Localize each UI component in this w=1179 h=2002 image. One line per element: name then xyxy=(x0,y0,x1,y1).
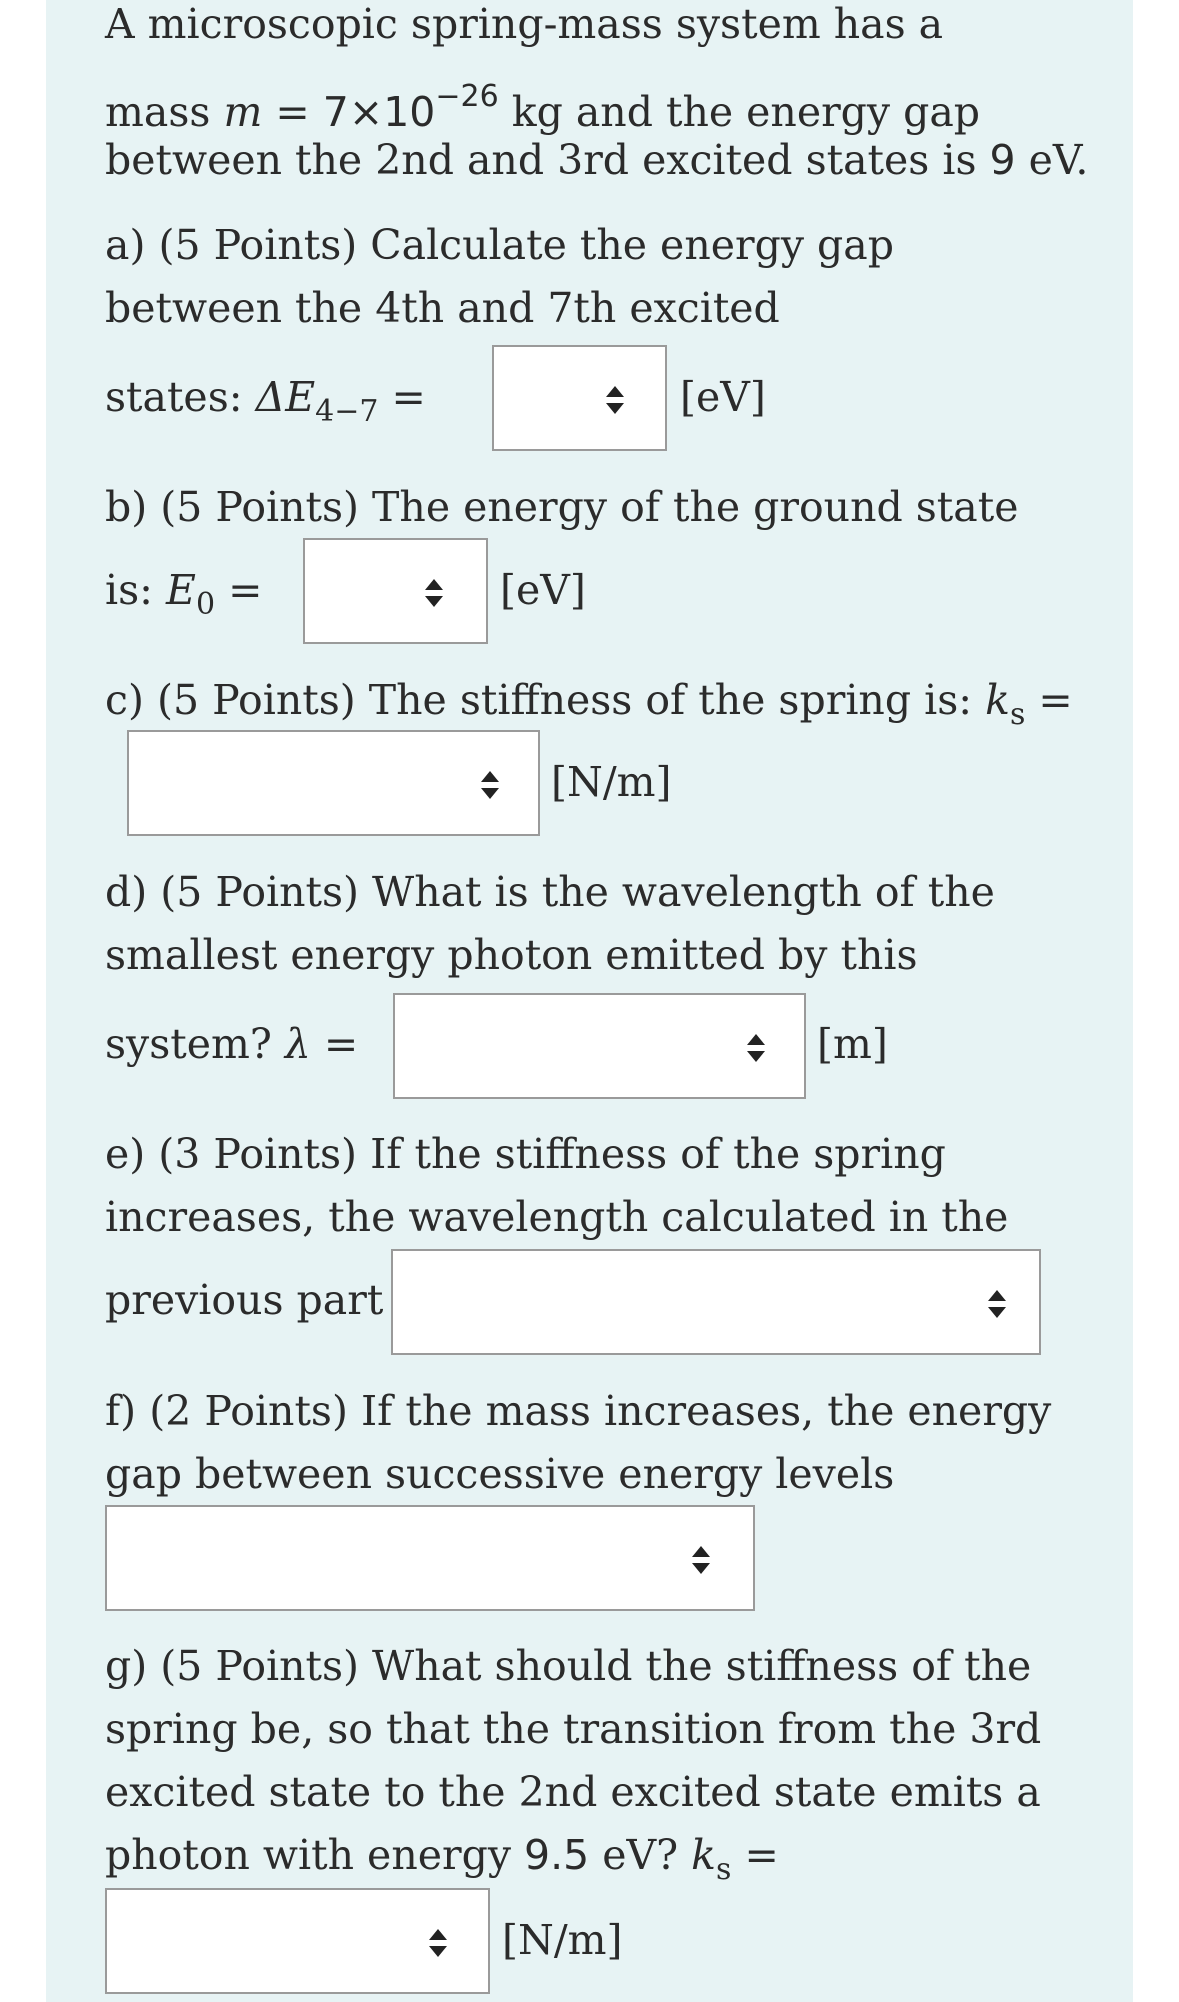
part-f-line-1 xyxy=(105,1379,1051,1443)
intro-text-1: A microscopic spring-mass system has a xyxy=(105,0,944,48)
part-a-prefix: states: xyxy=(105,373,256,421)
select-arrows-icon xyxy=(604,382,626,418)
part-a-line-2 xyxy=(105,276,780,340)
part-g-unit-text: eV? xyxy=(589,1831,692,1879)
part-a-line-1 xyxy=(105,213,894,277)
part-d-line-1 xyxy=(105,860,995,924)
select-arrows-icon xyxy=(427,1925,449,1961)
part-a-unit: [eV] xyxy=(680,373,766,421)
intro-text-2: kg and the energy gap xyxy=(498,88,981,136)
select-arrows-icon xyxy=(479,767,501,803)
mass-variable: m xyxy=(223,88,263,136)
equals-sign: = xyxy=(731,1831,779,1879)
part-f-line-2 xyxy=(105,1442,894,1506)
part-e-text-1: e) (3 Points) If the stiffness of the spring xyxy=(105,1130,946,1178)
part-c-answer-select[interactable] xyxy=(127,730,540,836)
energy-gap-value: 9 xyxy=(989,136,1016,184)
part-g-text-4: photon with energy xyxy=(105,1831,525,1879)
k-subscript: s xyxy=(1009,697,1026,732)
part-d-prefix: system? xyxy=(105,1020,285,1068)
part-c-unit: [N/m] xyxy=(551,758,672,806)
part-g-line-2 xyxy=(105,1697,1041,1761)
equals-sign: = xyxy=(310,1020,359,1068)
part-e-text-2: increases, the wavelength calculated in the xyxy=(105,1193,1009,1241)
part-g-unit: [N/m] xyxy=(502,1916,623,1964)
delta-e-variable: ΔE xyxy=(255,373,316,421)
part-g-text-1: g) (5 Points) What should the stiffness of the xyxy=(105,1642,1032,1690)
equals-sign: = xyxy=(215,566,263,614)
equals-sign: = xyxy=(378,373,426,421)
part-g-line-1 xyxy=(105,1634,1031,1698)
select-arrows-icon xyxy=(986,1286,1008,1322)
part-a-text-1: a) (5 Points) Calculate the energy gap xyxy=(105,221,894,269)
part-c-text-1: c) (5 Points) The stiffness of the spring is: xyxy=(105,676,986,724)
mass-coefficient: 7×10 xyxy=(322,88,436,136)
k-subscript: s xyxy=(716,1852,732,1887)
intro-line-1 xyxy=(105,0,943,56)
part-g-answer-select[interactable] xyxy=(105,1888,490,1994)
delta-e-subscript: 4−7 xyxy=(315,394,379,429)
part-e-line-2 xyxy=(105,1185,1008,1249)
lambda-variable: λ xyxy=(284,1020,311,1068)
part-g-line-3 xyxy=(105,1760,1041,1824)
mass-exponent: −26 xyxy=(435,79,499,114)
part-b-prefix: is: xyxy=(105,566,166,614)
intro-unit: eV. xyxy=(1015,136,1089,184)
part-f-text-2: gap between successive energy levels xyxy=(105,1450,895,1498)
select-arrows-icon xyxy=(423,575,445,611)
part-d-line-3 xyxy=(105,1012,358,1076)
part-g-text-3: excited state to the 2nd excited state emits a xyxy=(105,1768,1041,1816)
part-e-line-1 xyxy=(105,1122,946,1186)
intro-mass-label: mass xyxy=(105,88,224,136)
e-subscript: 0 xyxy=(195,587,216,622)
part-d-text-1: d) (5 Points) What is the wavelength of the xyxy=(105,868,995,916)
select-arrows-icon xyxy=(745,1030,767,1066)
part-b-line-1 xyxy=(105,475,1018,539)
part-d-line-2 xyxy=(105,923,918,987)
part-e-line-3 xyxy=(105,1268,383,1332)
select-arrows-icon xyxy=(690,1542,712,1578)
part-f-text-1: f) (2 Points) If the mass increases, the energy xyxy=(105,1387,1052,1435)
intro-text-3: between the 2nd and 3rd excited states is xyxy=(105,136,990,184)
e-variable: E xyxy=(166,566,196,614)
part-b-unit: [eV] xyxy=(500,566,586,614)
part-f-answer-select[interactable] xyxy=(105,1505,755,1611)
part-a-answer-select[interactable] xyxy=(492,345,667,451)
part-g-text-2: spring be, so that the transition from the 3rd xyxy=(105,1705,1042,1753)
part-b-text-1: b) (5 Points) The energy of the ground state xyxy=(105,483,1019,531)
equals-sign: = xyxy=(262,88,323,136)
part-d-answer-select[interactable] xyxy=(393,993,806,1099)
part-e-answer-select[interactable] xyxy=(391,1249,1041,1355)
part-b-answer-select[interactable] xyxy=(303,538,488,644)
intro-line-3 xyxy=(105,128,1088,192)
photon-energy-value: 9.5 xyxy=(524,1831,590,1879)
part-d-text-2: smallest energy photon emitted by this xyxy=(105,931,918,979)
k-variable: k xyxy=(985,676,1010,724)
part-b-line-2 xyxy=(105,558,262,637)
part-a-line-3 xyxy=(105,365,426,444)
part-a-text-2: between the 4th and 7th excited xyxy=(105,284,780,332)
part-d-unit: [m] xyxy=(817,1020,888,1068)
k-variable: k xyxy=(691,1831,717,1879)
part-e-prefix: previous part xyxy=(105,1276,384,1324)
equals-sign: = xyxy=(1025,676,1073,724)
